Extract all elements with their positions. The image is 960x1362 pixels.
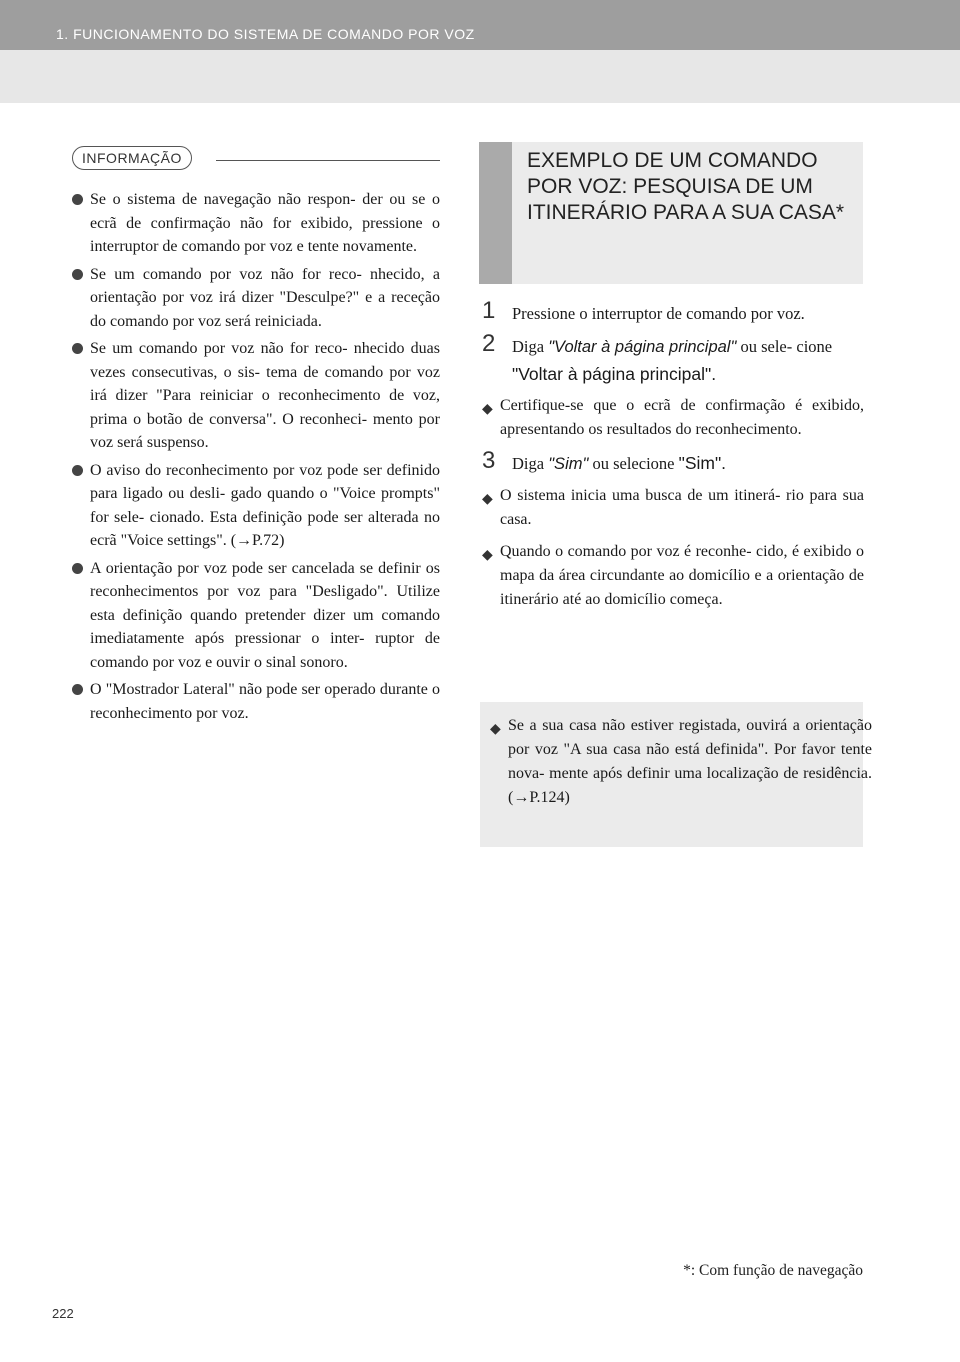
info-divider bbox=[216, 160, 440, 161]
info-bullet-text: A orientação por voz pode ser cancelada se definir os reconhecimentos por voz para "Desligado". Utilize esta definição quando pretender dizer um comando imediatamente após pressionar o inter- ruptor de comando por voz e ouvir o sinal sonoro. bbox=[90, 559, 440, 671]
bullet-dot-icon bbox=[72, 269, 83, 280]
diamond-bullet-icon: ◆ bbox=[490, 722, 501, 737]
chapter-title: 1. FUNCIONAMENTO DO SISTEMA DE COMANDO POR VOZ bbox=[56, 26, 475, 42]
step-number: 1 bbox=[482, 297, 496, 324]
info-bullet-text: O "Mostrador Lateral" não pode ser operado durante o reconhecimento por voz. bbox=[90, 681, 440, 722]
bullet-dot-icon bbox=[72, 684, 83, 695]
step-3 bbox=[482, 447, 864, 478]
note-text: Se a sua casa não estiver registada, ouvirá a orientação por voz "A sua casa não está definida". Por favor tente nova- mente após definir uma localização de residência. (→P.124) bbox=[508, 717, 872, 806]
step-note bbox=[482, 484, 864, 532]
diamond-bullet-icon: ◆ bbox=[482, 402, 493, 417]
footnote: *: Com função de navegação bbox=[683, 1262, 863, 1279]
info-bullet bbox=[72, 263, 440, 334]
info-bullet-text: Se um comando por voz não for reco- nhecido duas vezes consecutivas, o sis- tema de comando por voz irá dizer "Para reiniciar o reconhecimento de voz, prima o botão de conversa". O reconheci- mento por voz será suspenso. bbox=[90, 340, 440, 451]
info-bullet bbox=[72, 337, 440, 455]
info-bullet-text: Se o sistema de navegação não respon- der ou se o ecrã de confirmação não for exibido, pressione o interruptor de comando por voz e tente novamente. bbox=[90, 191, 440, 255]
info-bullet bbox=[72, 557, 440, 675]
screen-option: "Sim". bbox=[678, 453, 727, 473]
step-text-mid: ou selecione bbox=[588, 454, 679, 473]
header-band bbox=[0, 50, 960, 103]
diamond-bullet-icon: ◆ bbox=[482, 548, 493, 563]
step-number: 2 bbox=[482, 330, 496, 357]
info-bullets bbox=[72, 188, 440, 729]
step-note-text: Certifique-se que o ecrã de confirmação é exibido, apresentando os resultados do reconhecimento. bbox=[500, 397, 864, 438]
example-stripe bbox=[479, 142, 512, 284]
example-title: EXEMPLO DE UM COMANDO POR VOZ: PESQUISA DE UM ITINERÁRIO PARA A SUA CASA* bbox=[527, 149, 845, 224]
info-bullet bbox=[72, 678, 440, 725]
step-text-prefix: Diga bbox=[512, 337, 549, 356]
voice-command: "Sim" bbox=[548, 455, 589, 473]
info-bullet bbox=[72, 459, 440, 553]
info-bullet bbox=[72, 188, 440, 259]
bullet-dot-icon bbox=[72, 343, 83, 354]
example-heading-box bbox=[479, 142, 863, 284]
info-label: INFORMAÇÃO bbox=[72, 146, 192, 170]
note-bullet bbox=[490, 714, 872, 810]
voice-command: "Voltar à página principal" bbox=[548, 338, 737, 356]
step-text-prefix: Diga bbox=[512, 454, 549, 473]
step-text-mid: ou sele- cione bbox=[736, 337, 833, 356]
bullet-dot-icon bbox=[72, 194, 83, 205]
step-2 bbox=[482, 330, 864, 388]
step-note bbox=[482, 540, 864, 612]
steps-column bbox=[482, 297, 864, 620]
step-note-text: O sistema inicia uma busca de um itinerá- rio para sua casa. bbox=[500, 487, 864, 528]
step-number: 3 bbox=[482, 447, 496, 474]
note-box bbox=[480, 702, 872, 847]
step-1 bbox=[482, 297, 864, 327]
step-text: Pressione o interruptor de comando por voz. bbox=[512, 304, 805, 323]
info-bullet-text: Se um comando por voz não for reco- nhecido, a orientação por voz irá dizer "Desculpe?" e a receção do comando por voz será reiniciada. bbox=[90, 265, 440, 330]
diamond-bullet-icon: ◆ bbox=[482, 492, 493, 507]
info-bullet-text: O aviso do reconhecimento por voz pode ser definido para ligado ou desli- gado quando o "Voice prompts" for sele- cionado. Esta definição pode ser alterada no ecrã "Voice settings". (→P.72) bbox=[90, 461, 440, 549]
step-note bbox=[482, 394, 864, 442]
bullet-dot-icon bbox=[72, 465, 83, 476]
screen-option: "Voltar à página principal". bbox=[512, 364, 717, 384]
step-note-text: Quando o comando por voz é reconhe- cido, é exibido o mapa da área circundante ao domicílio e a orientação de itinerário até ao domicílio começa. bbox=[500, 543, 864, 608]
header-bar bbox=[0, 0, 960, 50]
page-number: 222 bbox=[52, 1306, 74, 1321]
bullet-dot-icon bbox=[72, 563, 83, 574]
